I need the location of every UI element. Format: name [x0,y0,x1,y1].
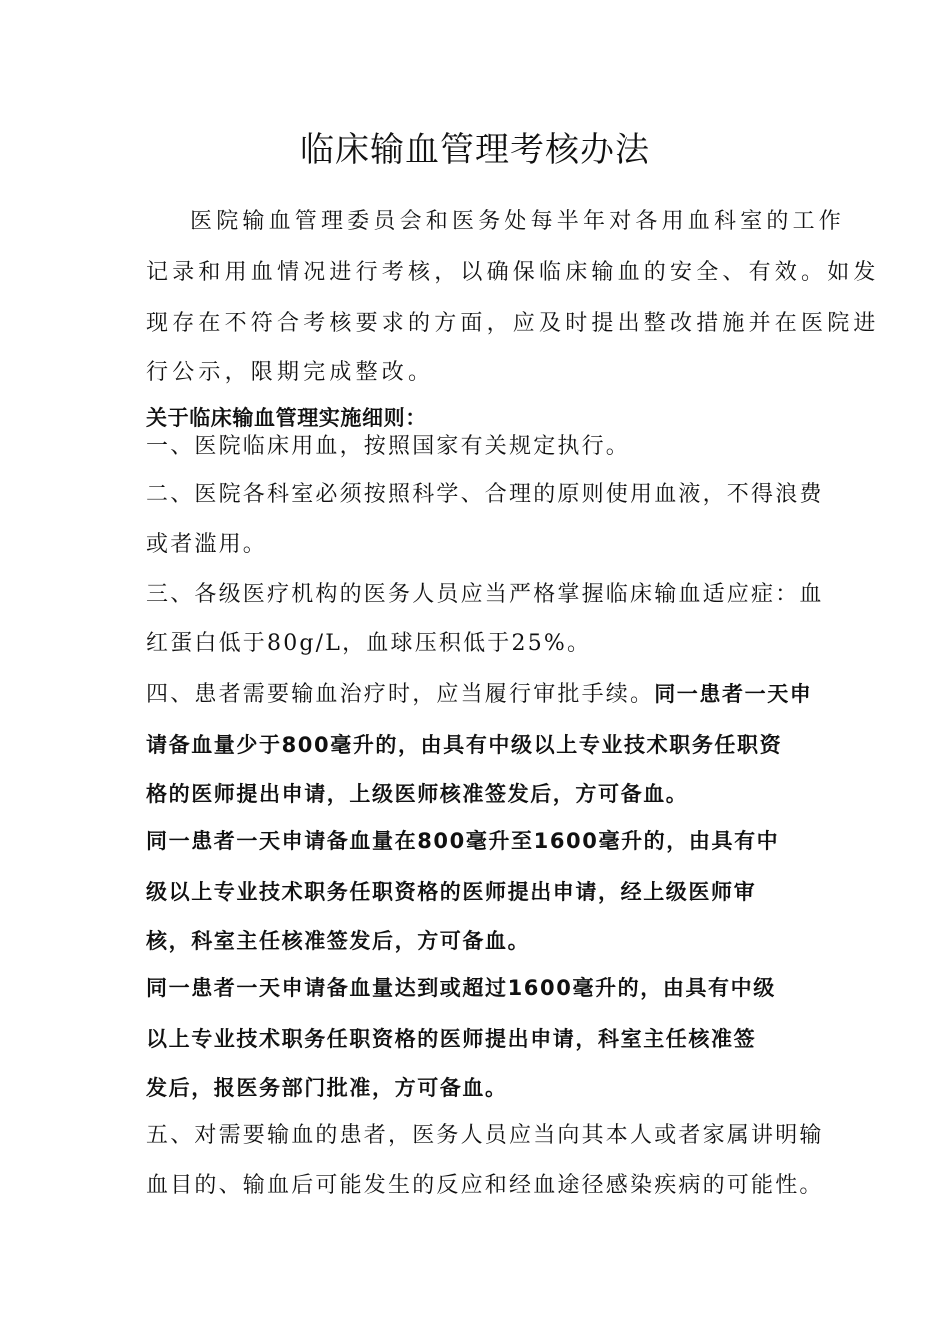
rule-4-line: 发后，报医务部门批准，方可备血。 [146,1076,508,1100]
rule-4-bold-start: 同一患者一天申 [654,682,813,706]
document-title: 临床输血管理考核办法 [300,130,650,170]
rule-3-line: 红蛋白低于80g/L，血球压积低于25%。 [146,631,592,656]
intro-line: 记录和用血情况进行考核，以确保临床输血的安全、有效。如发 [146,260,880,285]
rule-4-first-line [146,679,812,710]
rule-2-line: 二、医院各科室必须按照科学、合理的原则使用血液，不得浪费 [146,482,824,507]
rule-4-intro: 四、患者需要输血治疗时，应当履行审批手续。 [146,682,655,707]
intro-line: 现存在不符合考核要求的方面，应及时提出整改措施并在医院进 [146,311,880,336]
intro-line: 医院输血管理委员会和医务处每半年对各用血科室的工作 [190,209,846,234]
rule-4-line: 核，科室主任核准签发后，方可备血。 [146,929,531,953]
rule-4-line: 同一患者一天申请备血量达到或超过1600毫升的，由具有中级 [146,976,776,1000]
rule-4-line: 请备血量少于800毫升的，由具有中级以上专业技术职务任职资 [146,733,783,757]
rules-heading: 关于临床输血管理实施细则： [146,406,427,430]
rule-2-line: 或者滥用。 [146,532,268,557]
rule-5-line: 血目的、输血后可能发生的反应和经血途径感染疾病的可能性。 [146,1173,824,1198]
rule-3-line: 三、各级医疗机构的医务人员应当严格掌握临床输血适应症：血 [146,582,824,607]
rule-4-line: 格的医师提出申请，上级医师核准签发后，方可备血。 [146,782,689,806]
intro-line: 行公示，限期完成整改。 [146,360,435,385]
rule-4-line: 级以上专业技术职务任职资格的医师提出申请，经上级医师审 [146,880,757,904]
rule-4-line: 以上专业技术职务任职资格的医师提出申请，科室主任核准签 [146,1027,757,1051]
rule-5-line: 五、对需要输血的患者，医务人员应当向其本人或者家属讲明输 [146,1123,824,1148]
rule-4-line: 同一患者一天申请备血量在800毫升至1600毫升的，由具有中 [146,829,780,853]
rule-1: 一、医院临床用血，按照国家有关规定执行。 [146,434,631,459]
